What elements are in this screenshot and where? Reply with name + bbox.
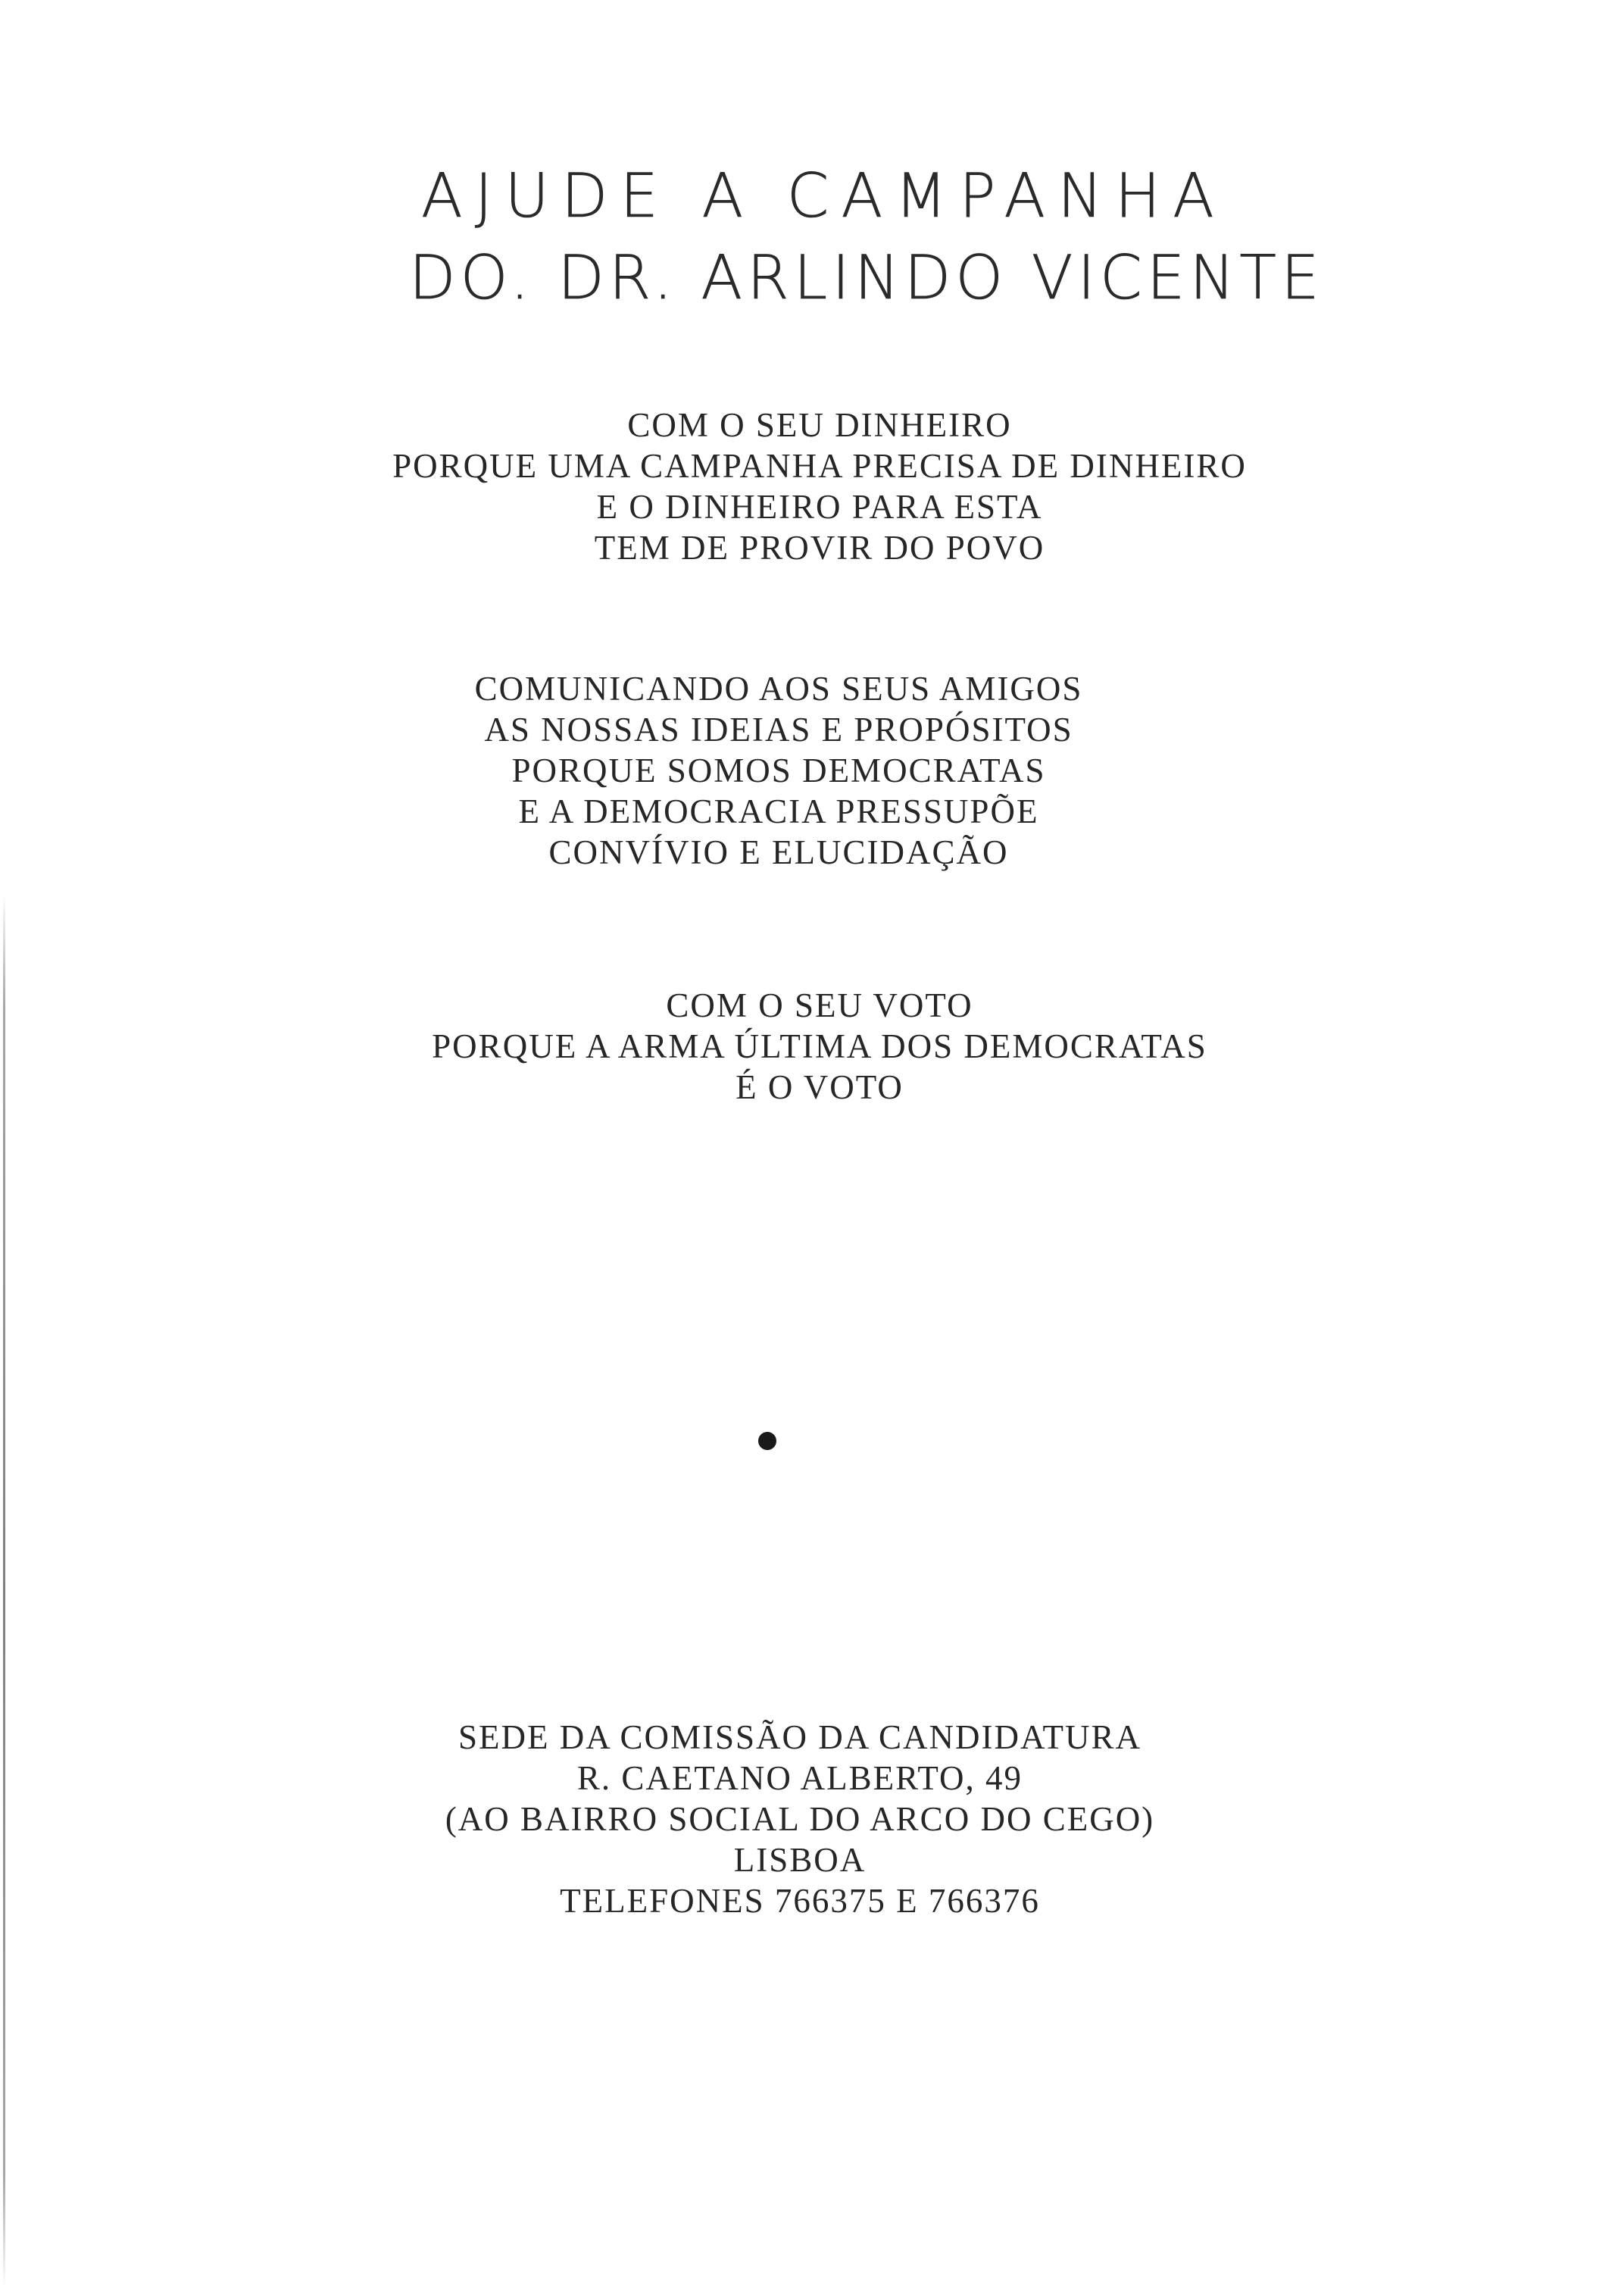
text-line: AS NOSSAS IDEIAS E PROPÓSITOS xyxy=(484,711,1073,749)
text-line: CONVÍVIO E ELUCIDAÇÃO xyxy=(548,833,1009,871)
section-money xyxy=(8,405,1624,568)
section-vote xyxy=(8,985,1624,1108)
address-line: LISBOA xyxy=(733,1841,867,1879)
bullet-dot xyxy=(758,1432,776,1450)
text-line: COM O SEU DINHEIRO xyxy=(627,406,1012,444)
text-line: PORQUE SOMOS DEMOCRATAS xyxy=(511,752,1046,789)
text-line: É O VOTO xyxy=(735,1068,904,1106)
text-line: TEM DE PROVIR DO POVO xyxy=(594,529,1045,567)
title-line-2: DO. DR. ARLINDO VICENTE xyxy=(409,242,1324,313)
committee-address xyxy=(0,1717,1612,1921)
text-line: COMUNICANDO AOS SEUS AMIGOS xyxy=(474,670,1083,708)
text-line: COM O SEU VOTO xyxy=(666,986,973,1024)
text-line: E A DEMOCRACIA PRESSUPÕE xyxy=(518,792,1039,830)
text-line: E O DINHEIRO PARA ESTA xyxy=(596,488,1043,526)
section-friends xyxy=(0,668,1591,873)
phone-line: TELEFONES 766375 E 766376 xyxy=(560,1882,1040,1920)
address-line: SEDE DA COMISSÃO DA CANDIDATURA xyxy=(458,1718,1142,1756)
binding-edge xyxy=(3,894,5,2288)
title-line-1: AJUDE A CAMPANHA xyxy=(421,161,1226,231)
text-line: PORQUE UMA CAMPANHA PRECISA DE DINHEIRO xyxy=(392,447,1247,485)
address-line: (AO BAIRRO SOCIAL DO ARCO DO CEGO) xyxy=(445,1800,1155,1838)
address-line: R. CAETANO ALBERTO, 49 xyxy=(576,1759,1023,1797)
text-line: PORQUE A ARMA ÚLTIMA DOS DEMOCRATAS xyxy=(432,1027,1207,1065)
campaign-title xyxy=(409,155,1324,319)
